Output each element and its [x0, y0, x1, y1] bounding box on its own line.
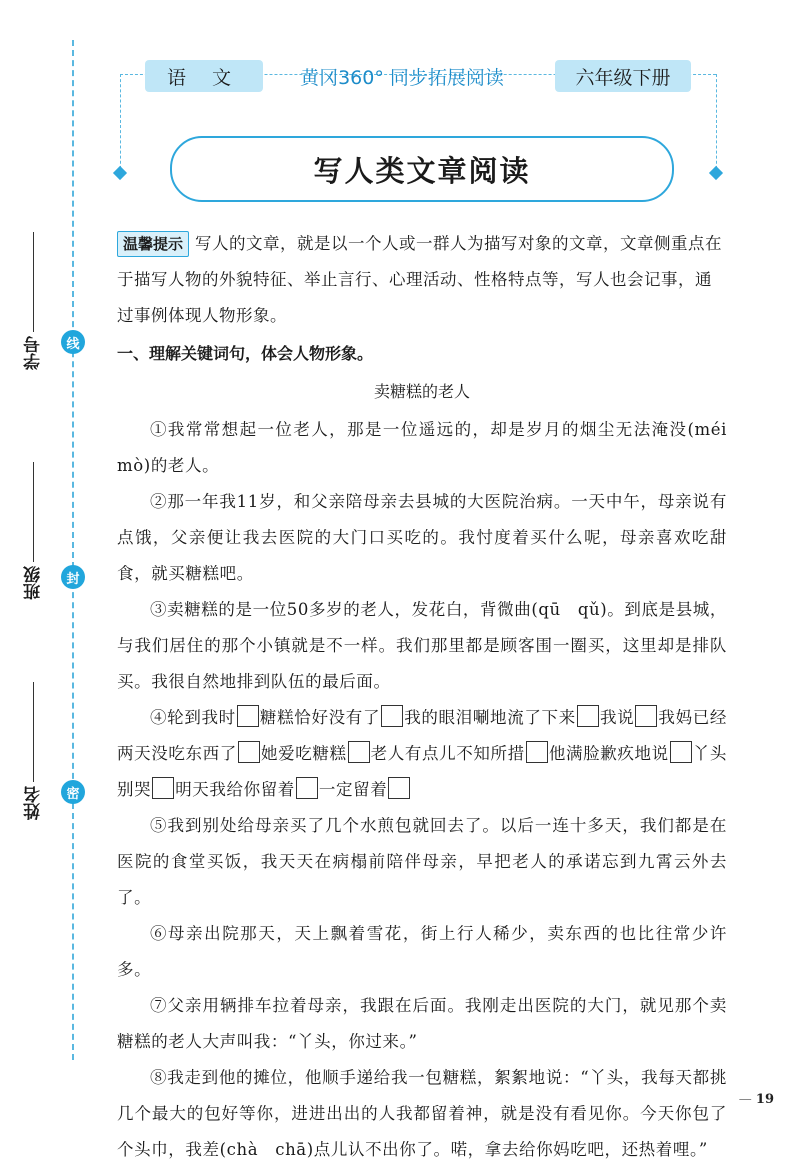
punctuation-blank[interactable] — [635, 705, 657, 727]
p4-segment: 丫头别哭 — [117, 744, 728, 799]
name-field[interactable] — [18, 682, 48, 820]
page-title: 写人类文章阅读 — [313, 153, 531, 188]
p4-segment: 明天我给你留着 — [175, 780, 295, 799]
student-number-label: 学号 — [23, 336, 44, 370]
right-diamond-icon — [709, 166, 723, 180]
series-name: 黄冈360° 同步拓展阅读 — [300, 66, 504, 89]
punctuation-blank[interactable] — [670, 741, 692, 763]
paragraph-4 — [117, 700, 727, 808]
paragraph-5: ⑤我到别处给母亲买了几个水煎包就回去了。以后一连十多天，我们都是在医院的食堂买饭，我天天在病榻前陪伴母亲，早把老人的承诺忘到九霄云外去了。 — [117, 816, 727, 907]
punctuation-blank[interactable] — [388, 777, 410, 799]
punctuation-blank[interactable] — [526, 741, 548, 763]
class-label: 班级 — [23, 566, 44, 600]
punctuation-blank[interactable] — [237, 705, 259, 727]
paragraph-6: ⑥母亲出院那天，天上飘着雪花，街上行人稀少，卖东西的也比往常少许多。 — [117, 924, 727, 979]
paragraph-1: ①我常常想起一位老人，那是一位遥远的，却是岁月的烟尘无法淹没(méi mò)的老人。 — [117, 420, 745, 475]
punctuation-blank[interactable] — [348, 741, 370, 763]
student-number-blank[interactable] — [33, 232, 34, 332]
tip-block — [117, 226, 727, 334]
page-number: — 19 — [739, 1092, 774, 1107]
p4-segment: 糖糕恰好没有了 — [259, 708, 381, 727]
paragraph-2: ②那一年我11岁，和父亲陪母亲去县城的大医院治病。一天中午，母亲说有点饿，父亲便让我去医院的大门口买吃的。我忖度着买什么呢，母亲喜欢吃甜食，就买糖糕吧。 — [117, 492, 727, 583]
punctuation-blank[interactable] — [577, 705, 599, 727]
left-diamond-icon — [113, 166, 127, 180]
seal-secret: 密 — [61, 780, 85, 804]
p4-segment: 一定留着 — [318, 780, 388, 799]
punctuation-blank[interactable] — [381, 705, 403, 727]
p4-segment: 他满脸歉疚地说 — [548, 744, 669, 763]
tip-badge: 温馨提示 — [117, 231, 189, 257]
paragraph-8: ⑧我走到他的摊位，他顺手递给我一包糖糕，絮絮地说：“丫头，我每天都挑几个最大的包好等你，进进出出的人我都留着神，就是没有看见你。今天你包了个头巾，我差(chà chā)点儿认不出你了。喏，拿去给你妈吃吧，还热着哩。” — [117, 1068, 727, 1159]
punctuation-blank[interactable] — [238, 741, 260, 763]
p4-segment: 她爱吃糖糕 — [260, 744, 347, 763]
name-label: 姓名 — [23, 786, 44, 820]
p4-segment: 我妈已经两天没吃东西了 — [117, 708, 728, 763]
seal-line: 线 — [61, 330, 85, 354]
grade-badge: 六年级下册 — [555, 60, 691, 92]
header-dashed-right — [716, 74, 717, 174]
section-heading: 一、理解关键词句，体会人物形象。 — [117, 344, 374, 363]
class-field[interactable] — [18, 462, 48, 600]
page-title-frame — [170, 136, 674, 202]
header-dashed-left — [120, 74, 121, 174]
main-content — [117, 226, 745, 1168]
seal-seal: 封 — [61, 565, 85, 589]
punctuation-blank[interactable] — [152, 777, 174, 799]
punctuation-blank[interactable] — [296, 777, 318, 799]
subject-badge: 语 文 — [145, 60, 263, 92]
tip-text: 写人的文章，就是以一个人或一群人为描写对象的文章，文章侧重点在于描写人物的外貌特征、举止言行、心理活动、性格特点等，写人也会记事，通过事例体现人物形象。 — [117, 234, 723, 325]
name-blank[interactable] — [33, 682, 34, 782]
paragraph-7: ⑦父亲用辆排车拉着母亲，我跟在后面。我刚走出医院的大门，就见那个卖糖糕的老人大声叫我：“丫头，你过来。” — [117, 996, 727, 1051]
paragraph-3: ③卖糖糕的是一位50多岁的老人，发花白，背微曲(qū qǔ)。到底是县城，与我们居住的那个小镇就是不一样。我们那里都是顾客围一圈买，这里却是排队买。我很自然地排到队伍的最后面。 — [117, 600, 727, 691]
student-number-field[interactable] — [18, 232, 48, 370]
binding-dashed-line — [72, 40, 74, 1060]
p4-segment: 我说 — [599, 708, 635, 727]
class-blank[interactable] — [33, 462, 34, 562]
article-title: 卖糖糕的老人 — [373, 382, 470, 401]
p4-segment: ④轮到我时 — [150, 708, 236, 727]
p4-segment: 老人有点儿不知所措 — [370, 744, 525, 763]
p4-segment: 我的眼泪唰地流了下来 — [404, 708, 576, 727]
